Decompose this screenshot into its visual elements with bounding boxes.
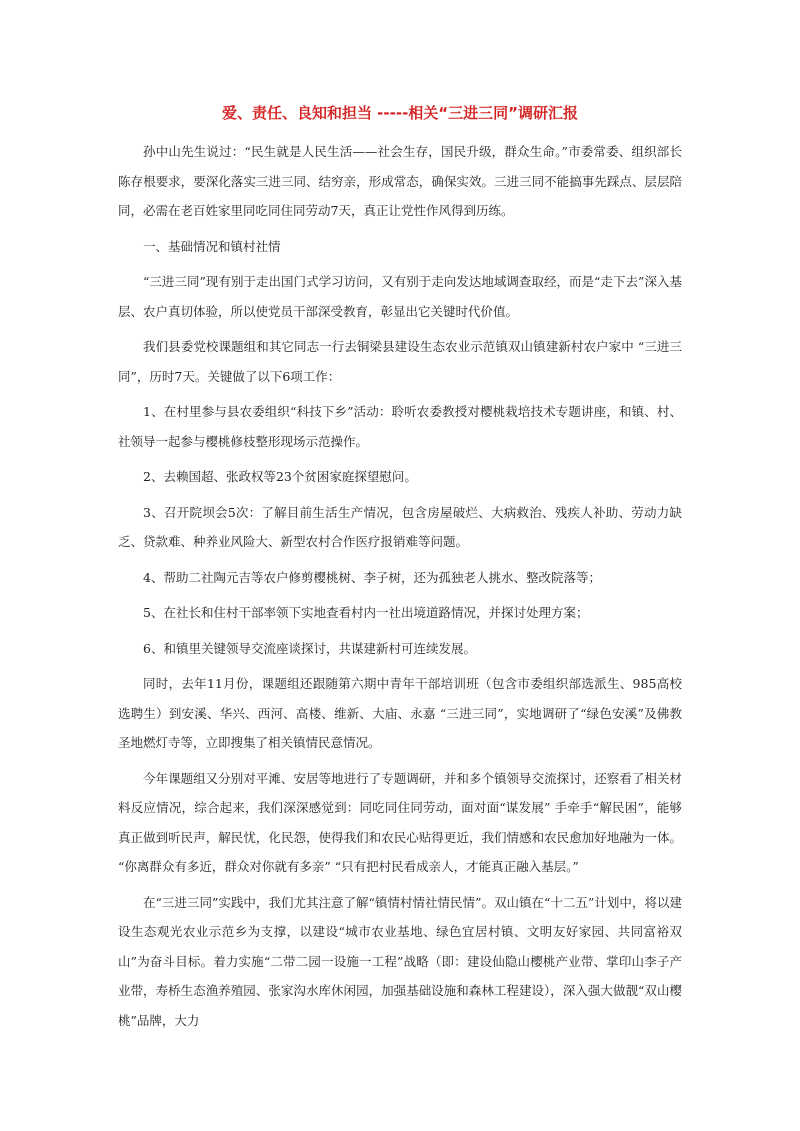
list-item: 3、召开院坝会5次：了解目前生活生产情况，包含房屋破烂、大病救治、残疾人补助、劳动力缺乏、贷款难、种养业风险大、新型农村合作医疗报销难等问题。 <box>118 504 682 549</box>
list-item: 5、在社长和住村干部率领下实地查看村内一社出境道路情况，并探讨处理方案； <box>143 605 589 620</box>
section-heading: 一、基础情况和镇村社情 <box>143 238 281 254</box>
paragraph-intro: 孙中山先生说过：“民生就是人民生活——社会生存，国民升级，群众生命。”市委常委、组织部长陈存根要求，要深化落实三进三同、结穷亲，形成常态，确保实效。三进三同不能搞事先踩点、层层陪同，必需在老百姓家里同吃同住同劳动7天，真正让党性作风得到历练。 <box>118 144 682 218</box>
list-item: 2、去赖国超、张政权等23个贫困家庭探望慰问。 <box>143 469 417 484</box>
list-item: 6、和镇里关键领导交流座谈探讨，共谋建新村可连续发展。 <box>143 640 476 656</box>
list-item: 4、帮助二社陶元吉等农户修剪樱桃树、李子树，还为孤独老人挑水、整改院落等； <box>143 569 601 585</box>
document-title: 爱、责任、良知和担当 -----相关“三进三同”调研汇报 <box>221 104 579 122</box>
paragraph: 同时，去年11月份，课题组还跟随第六期中青年干部培训班（包含市委组织部选派生、985高校选聘生）到安溪、华兴、西河、高楼、维新、大庙、永嘉 “三进三同”，实地调研了“绿色安溪”及佛教圣地燃灯寺等，立即搜集了相关镇情民意情况。 <box>118 676 682 750</box>
list-item: 1、在村里参与县农委组织“科技下乡”活动：聆听农委教授对樱桃栽培技术专题讲座，和镇、村、社领导一起参与樱桃修枝整形现场示范操作。 <box>118 404 682 449</box>
paragraph: 今年课题组又分别对平滩、安居等地进行了专题调研，并和多个镇领导交流探讨，还察看了相关材料反应情况，综合起来，我们深深感觉到：同吃同住同劳动，面对面“谋发展” 手牵手“解民困”，能够真正做到听民声，解民忧，化民怨，使得我们和农民心贴得更近，我们情感和农民愈加好地融为一体。 “你离群众有多近，群众对你就有多亲” “只有把村民看成亲人，才能真正融入基层。” <box>118 770 682 874</box>
paragraph: 我们县委党校课题组和其它同志一行去铜梁县建设生态农业示范镇双山镇建新村农户家中 “三进三同”，历时7天。关键做了以下6项工作： <box>118 339 682 384</box>
paragraph: 在“三进三同”实践中，我们尤其注意了解“镇情村情社情民情”。双山镇在“十二五”计划中，将以建设生态观光农业示范乡为支撑，以建设“城市农业基地、绿色宜居村镇、文明友好家园、共同富裕双山”为奋斗目标。着力实施“二带二园一设施一工程”战略（即：建设仙隐山樱桃产业带、掌印山李子产业带，寿桥生态渔养殖园、张家沟水库休闲园，加强基础设施和森林工程建设），深入强大做靓“双山樱桃”品牌，大力 <box>118 894 682 1028</box>
paragraph: “三进三同”现有别于走出国门式学习访问，又有别于走向发达地域调查取经，而是“走下去”深入基层、农户真切体验，所以使党员干部深受教育，彰显出它关键时代价值。 <box>118 274 682 319</box>
